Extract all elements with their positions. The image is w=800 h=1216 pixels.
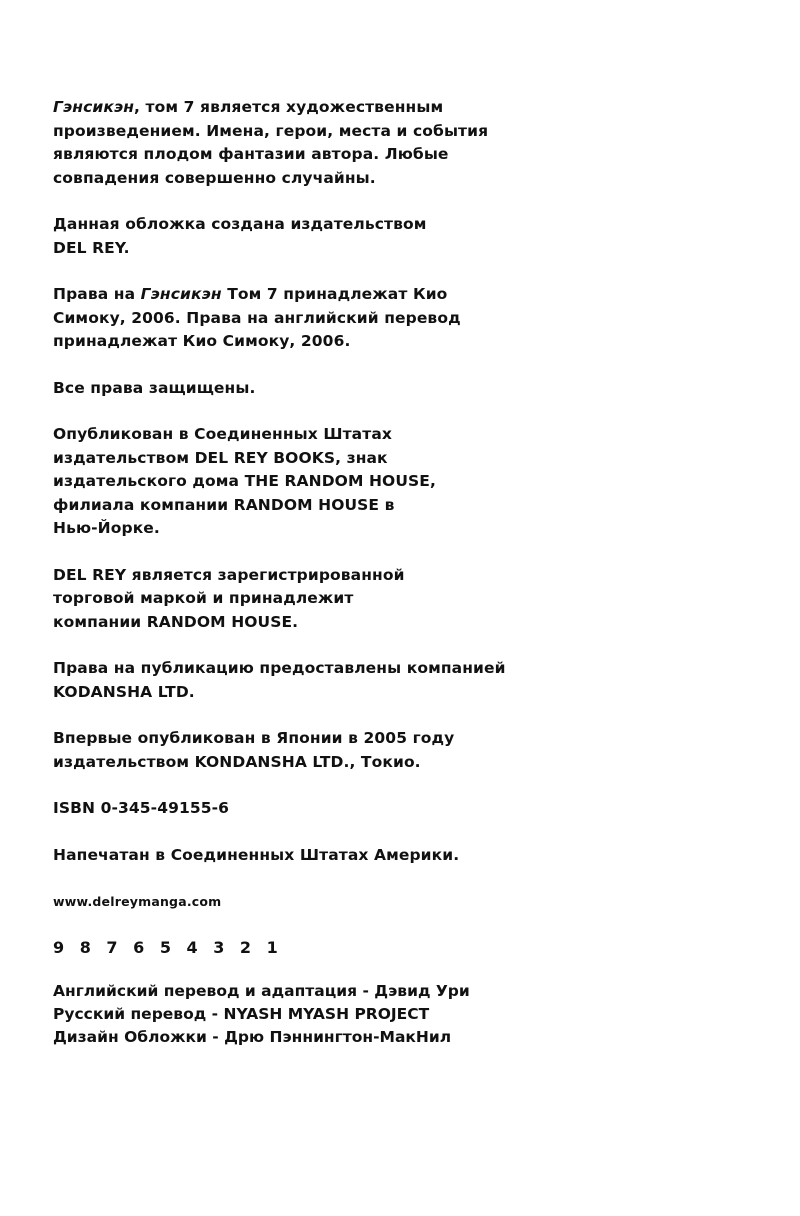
publisher-line-2: издательством DEL REY BOOKS, знак (53, 448, 388, 467)
credit-translation-adaptation: Английский перевод и адаптация - Дэвид Ури (53, 982, 470, 1000)
book-title-inline: Гэнсикэн (140, 285, 222, 303)
first-published-line-1: Впервые опубликован в Японии в 2005 году (53, 729, 455, 747)
license-line-1: Права на публикацию предоставлены компанией (53, 659, 506, 677)
disclaimer-line-2: произведением. Имена, герои, места и события (53, 121, 489, 140)
publisher-line-5: Нью-Йорке. (53, 519, 160, 537)
disclaimer-line-1-text: , том 7 является художественным (134, 98, 444, 116)
rights-line-3: принадлежат Кио Симоку, 2006. (53, 332, 351, 350)
all-rights-reserved (53, 377, 773, 401)
website-url: www.delreymanga.com (53, 894, 222, 909)
printed-in: Напечатан в Соединенных Штатах Америки. (53, 845, 460, 864)
copyright-page (53, 96, 773, 1049)
print-line: 9 8 7 6 5 4 3 2 1 (53, 938, 279, 957)
all-rights-line: Все права защищены. (53, 378, 256, 397)
license-paragraph (53, 657, 773, 704)
rights-line-1-prefix: Права на (53, 285, 141, 303)
credit-cover-design: Дизайн Обложки - Дрю Пэннингтон-МакНил (53, 1028, 452, 1046)
trademark-paragraph (53, 564, 773, 635)
publisher-line-4: филиала компании RANDOM HOUSE в (53, 495, 395, 514)
cover-credit-paragraph (53, 213, 773, 260)
publisher-line-1: Опубликован в Соединенных Штатах (53, 425, 392, 443)
credits-block (53, 980, 773, 1049)
credit-russian-translation: Русский перевод - NYASH MYASH PROJECT (53, 1005, 430, 1023)
trademark-line-3: компании RANDOM HOUSE. (53, 612, 299, 631)
cover-credit-line-2: DEL REY. (53, 238, 130, 257)
trademark-line-2: торговой маркой и принадлежит (53, 589, 354, 607)
disclaimer-line-4: совпадения совершенно случайны. (53, 168, 376, 187)
isbn: ISBN 0-345-49155-6 (53, 799, 230, 817)
rights-line-1-suffix: Том 7 принадлежат Кио (221, 285, 448, 303)
rights-paragraph (53, 283, 773, 354)
cover-credit-line-1: Данная обложка создана издательством (53, 215, 427, 233)
license-line-2: KODANSHA LTD. (53, 682, 195, 701)
rights-line-2: Симоку, 2006. Права на английский перевод (53, 308, 461, 327)
publisher-paragraph (53, 423, 773, 541)
first-published-line-2: издательством KONDANSHA LTD., Токио. (53, 752, 421, 771)
disclaimer-line-3: являются плодом фантазии автора. Любые (53, 145, 449, 163)
rights-line-1 (53, 283, 773, 307)
disclaimer-paragraph (53, 96, 773, 190)
first-published-paragraph (53, 727, 773, 774)
trademark-line-1: DEL REY является зарегистрированной (53, 565, 405, 584)
publisher-line-3: издательского дома THE RANDOM HOUSE, (53, 472, 436, 490)
disclaimer-line-1 (53, 96, 773, 120)
book-title: Гэнсикэн (53, 98, 135, 116)
